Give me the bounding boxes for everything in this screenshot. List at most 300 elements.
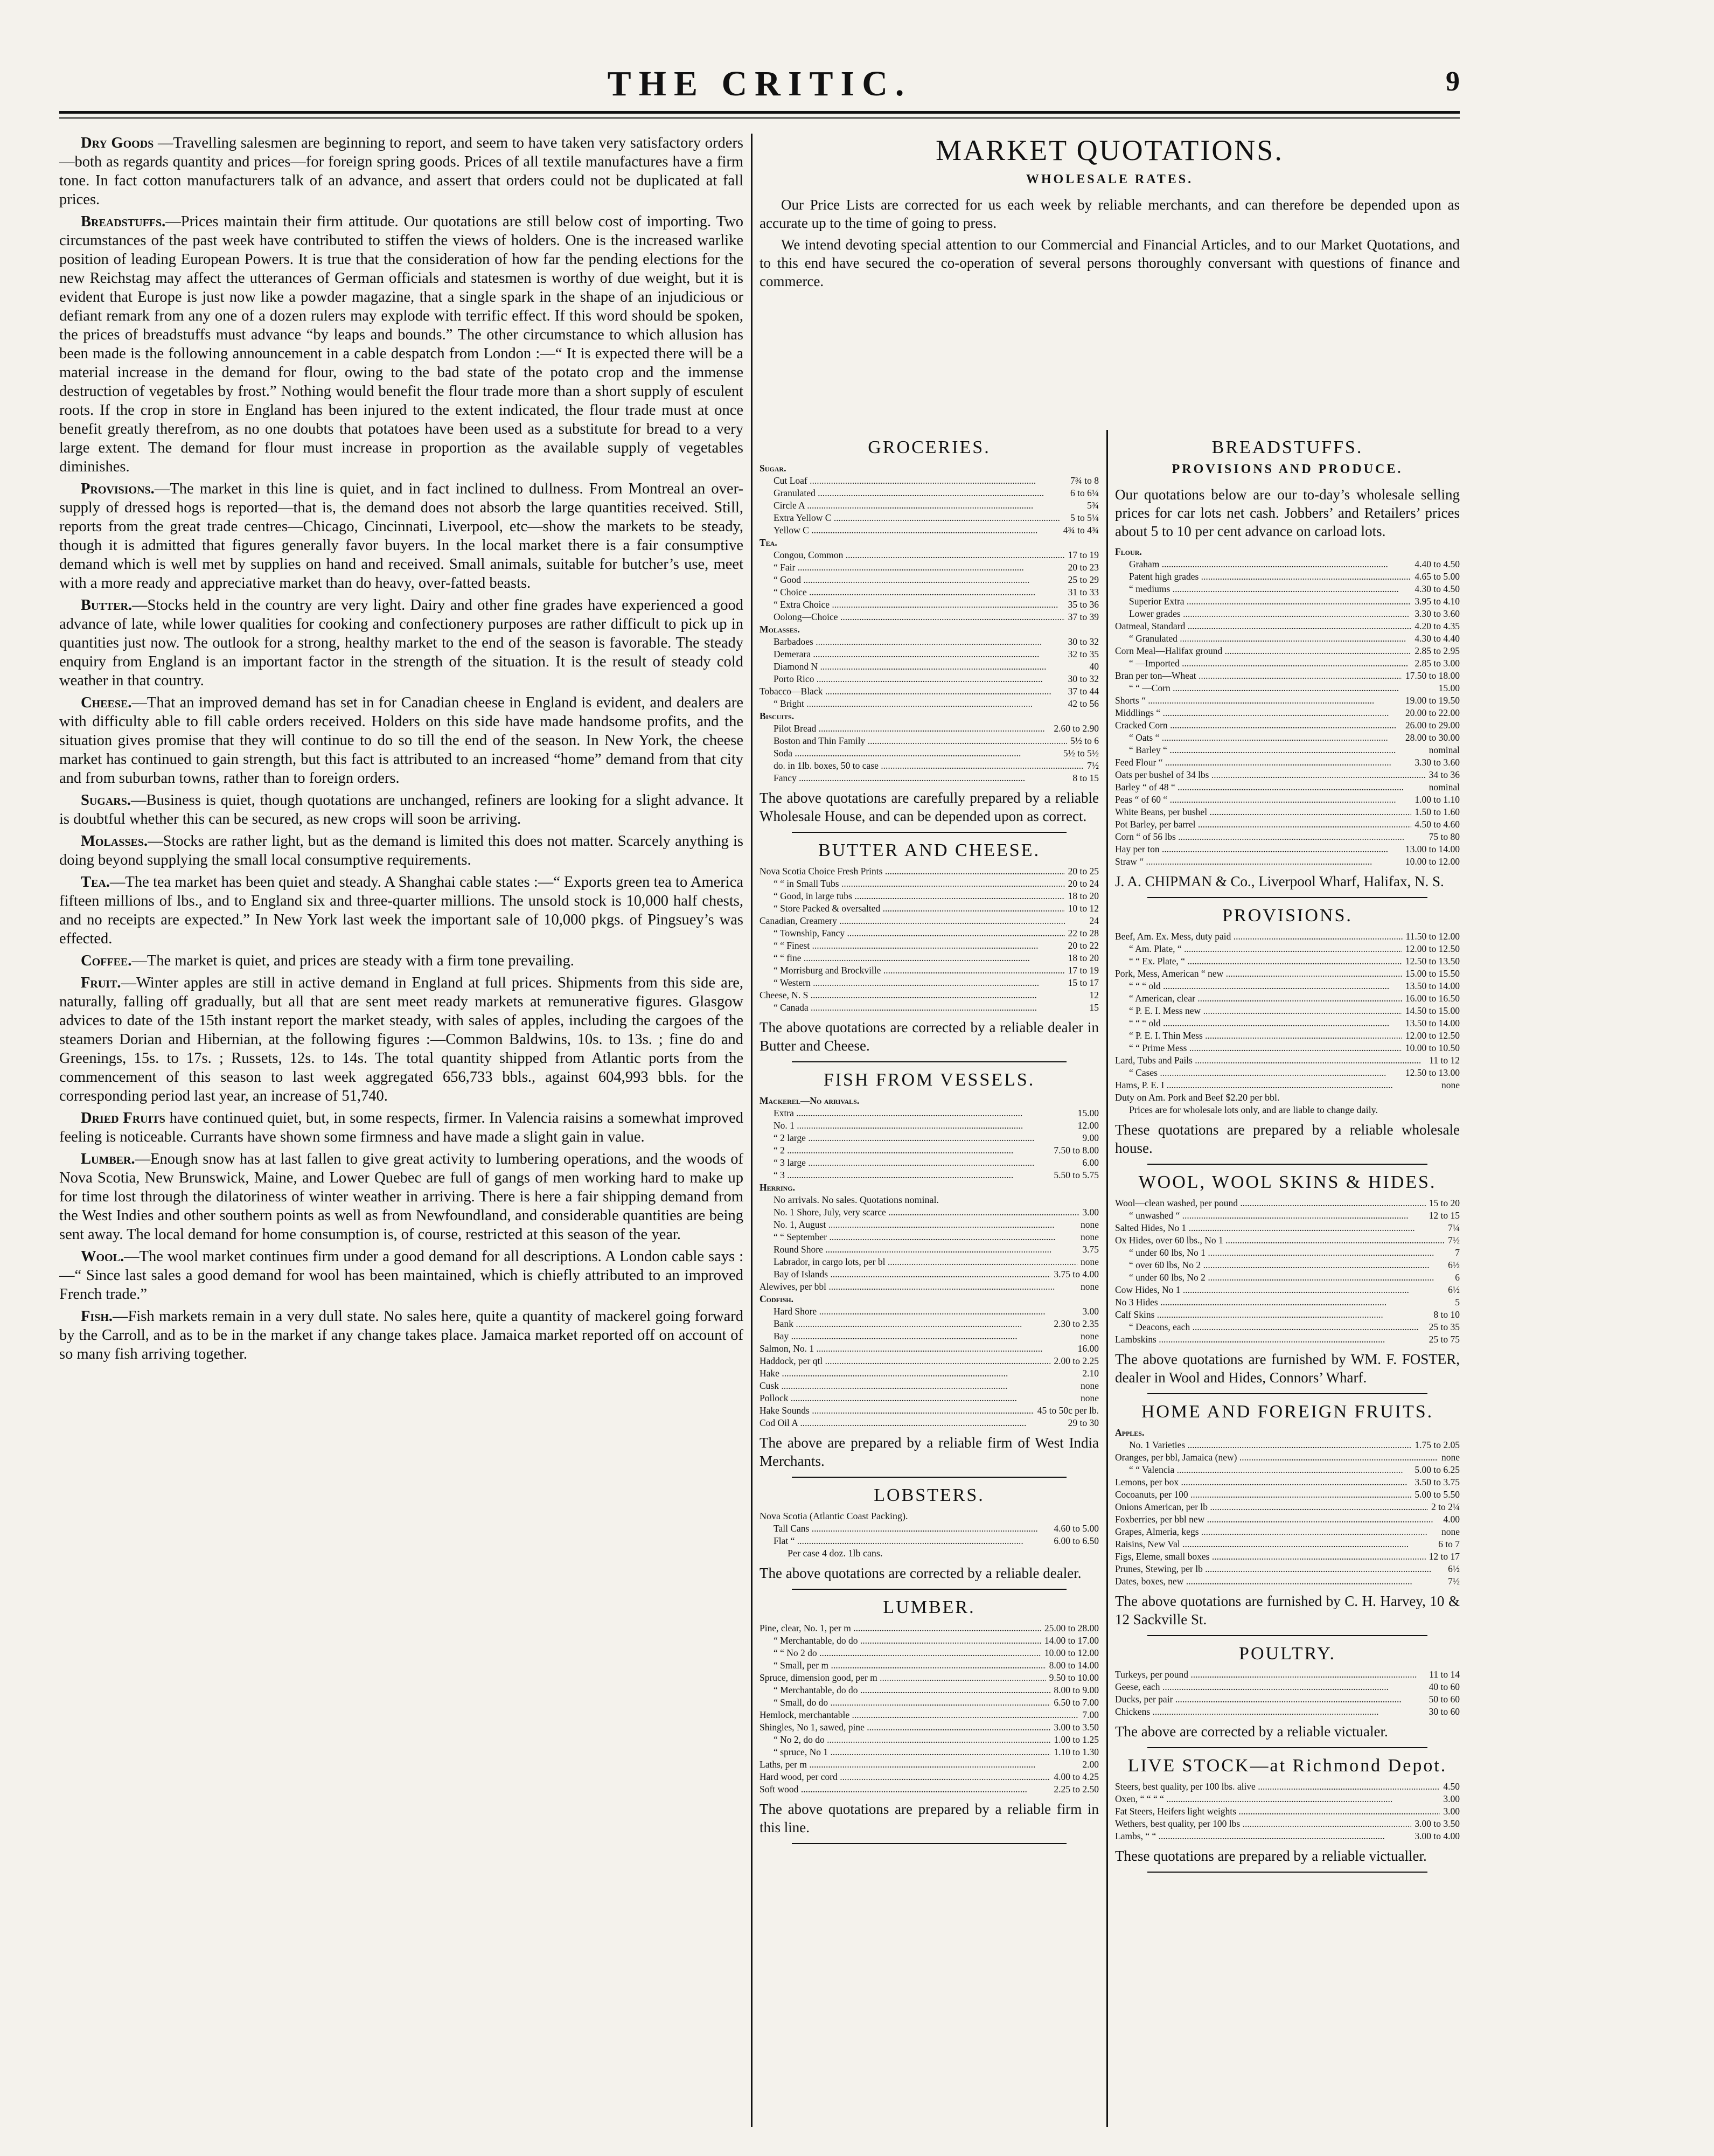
report-paragraph (59, 479, 743, 593)
paragraph-text: —That an improved demand has set in for Canadian cheese in England is evident, and dealers are with difficulty able to fill cable orders received. Holders on this side have made handsome profits, and the situation gives promise that they will continue to do so till the end of the season. In New York, the cheese market has continued to gain strength, but this fact is attributed to an increased “home” demand from that city and from suburban towns, rather than to foreign orders. (59, 694, 743, 787)
price-row (1115, 756, 1460, 769)
butter-section (760, 840, 1099, 1062)
item-price: 4.30 to 4.50 (1415, 583, 1460, 594)
price-row (1115, 1005, 1460, 1017)
column-divider (1106, 430, 1108, 2127)
price-row (1115, 1818, 1460, 1830)
item-label: Bank ..... (774, 1318, 1050, 1330)
report-paragraph (59, 212, 743, 476)
item-label: “ Oats “ ..... (1129, 732, 1402, 744)
paragraph-text: —Fish markets remain in a very dull state. No sales here, quite a quantity of mackerel going forward by the Carroll, and as to be in the market if any change takes place. Jamaica market reported off on account of so many fish arriving together. (59, 1308, 743, 1362)
item-label: “ Township, Fancy ..... (774, 927, 1065, 940)
item-price: 3.00 to 3.50 (1415, 1818, 1460, 1829)
item-price: 2.85 to 3.00 (1415, 658, 1460, 669)
paragraph-text: —Stocks are rather light, but as the demand is limited this does not matter. Scarcely anything is doing beyond supplying the small local consumptive requirements. (59, 833, 743, 868)
price-row (1115, 1830, 1460, 1842)
price-row (760, 586, 1099, 599)
poultry-title: POULTRY. (1239, 1644, 1336, 1664)
price-row (760, 1721, 1099, 1734)
price-row (760, 1367, 1099, 1380)
category-label: Molasses. (760, 624, 800, 635)
item-price: 30 to 60 (1429, 1706, 1460, 1717)
paragraph-text: —The market in this line is quiet, and in fact inclined to dullness. From Montreal an over-supply of dressed hogs is reported—that is, the demand does not absorb the large quantities received. Still, reports from the great trade centres—Chicago, Cincinnati, Liverpool, etc—show the markets to be steady, though it is admitted that figures generally favor buyers. In the local market there is a fair consumptive demand which is well met by supplies on hand and received. Small animals, suitable for butcher’s use, meet with a more ready and appreciative market than do heavy, over-fatted beasts. (59, 481, 743, 592)
item-label: Middlings “ ..... (1115, 707, 1402, 719)
item-price: 4.50 to 4.60 (1415, 819, 1460, 830)
item-price: 6½ (1448, 1260, 1460, 1270)
price-row (760, 1305, 1099, 1318)
item-label: Salmon, No. 1 ..... (760, 1343, 1075, 1355)
section-rule (792, 1843, 1067, 1844)
item-label: Yellow C ..... (774, 524, 1060, 537)
item-label: Extra Yellow C ..... (774, 512, 1067, 524)
price-row (1115, 843, 1460, 856)
item-label: “ Bright ..... (774, 698, 1065, 710)
item-price: 19.00 to 19.50 (1405, 695, 1460, 706)
section-rule (1147, 1747, 1427, 1748)
item-label: Nova Scotia Choice Fresh Prints ..... (760, 865, 1065, 878)
price-row (760, 1281, 1099, 1293)
item-label: Demerara ..... (774, 648, 1065, 660)
item-label: Superior Extra ..... (1129, 595, 1411, 608)
newspaper-page (59, 64, 1460, 2132)
fruits-title: HOME AND FOREIGN FRUITS. (1141, 1402, 1434, 1422)
price-row (760, 1771, 1099, 1783)
item-label: “ Merchantable, do do ..... (774, 1684, 1050, 1696)
price-row (760, 1002, 1099, 1014)
item-label: Lower grades ..... (1129, 608, 1411, 620)
item-price: 4.20 to 4.35 (1415, 621, 1460, 631)
price-row (760, 1144, 1099, 1157)
item-price: 6½ (1448, 1563, 1460, 1574)
price-row (1115, 670, 1460, 682)
groceries-title: GROCERIES. (868, 437, 991, 457)
item-price: 2.30 to 2.35 (1054, 1318, 1099, 1329)
category-label: Mackerel—No arrivals. (760, 1095, 860, 1106)
price-row (1115, 1805, 1460, 1818)
report-paragraph (59, 973, 743, 1105)
price-row (1115, 1781, 1460, 1793)
item-label: Canadian, Creamery ..... (760, 915, 1086, 927)
item-label: Shingles, No 1, sawed, pine ..... (760, 1721, 1050, 1734)
price-row (760, 611, 1099, 623)
price-row (1115, 620, 1460, 632)
price-row (1115, 1575, 1460, 1588)
item-label: Turkeys, per pound ..... (1115, 1668, 1426, 1681)
paragraph-keyword: Breadstuffs. (81, 213, 166, 230)
item-price: 6 to 6¼ (1070, 488, 1099, 498)
item-label: “ Good ..... (774, 574, 1065, 586)
item-label: Pot Barley, per barrel ..... (1115, 818, 1411, 831)
item-label: Lambskins ..... (1115, 1333, 1426, 1346)
price-row (760, 512, 1099, 524)
item-price: 15 to 17 (1068, 977, 1099, 988)
price-row (1115, 1309, 1460, 1321)
item-price: none (1080, 1219, 1099, 1230)
item-label: “ “ fine ..... (774, 952, 1065, 964)
butter-source-note: The above quotations are corrected by a reliable dealer in Butter and Cheese. (760, 1019, 1099, 1054)
price-row (760, 1268, 1099, 1281)
breadstuffs-title: BREADSTUFFS. (1211, 437, 1363, 457)
paragraph-text: —Business is quiet, though quotations are unchanged, refiners are looking for a slight advance. It is doubtful whether this can be secured, as new crops will soon be arriving. (59, 792, 743, 827)
item-price: 18 to 20 (1068, 952, 1099, 963)
item-label: “ 3 large ..... (774, 1157, 1079, 1169)
price-row (1115, 1513, 1460, 1526)
price-row (760, 1709, 1099, 1721)
price-row (1115, 968, 1460, 980)
price-row (760, 1330, 1099, 1343)
item-price: 3.00 (1443, 1793, 1460, 1804)
item-price: 24 (1089, 915, 1099, 926)
price-row (760, 865, 1099, 878)
item-label: Hemlock, merchantable ..... (760, 1709, 1079, 1721)
item-price: 15 (1089, 1002, 1099, 1013)
paragraph-keyword: Fish. (81, 1308, 113, 1325)
market-report-column (59, 134, 743, 1367)
item-price: 20 to 24 (1068, 878, 1099, 889)
wholesale-rates-subtitle: WHOLESALE RATES. (1026, 172, 1194, 186)
paragraph-text: —The wool market continues firm under a good demand for all descriptions. A London cable says :—“ Since last sales a good demand for wool has been maintained, which is chiefly attributed to an improved French trade.” (59, 1248, 743, 1303)
price-row (1115, 1681, 1460, 1693)
item-price: none (1080, 1380, 1099, 1391)
item-label: Tobacco—Black ..... (760, 685, 1065, 698)
item-price: 6 (1455, 1272, 1460, 1283)
price-row (760, 1783, 1099, 1796)
paragraph-keyword: Tea. (81, 874, 110, 891)
paragraph-keyword: Lumber. (81, 1151, 135, 1167)
price-row (1115, 1538, 1460, 1550)
price-row (760, 1355, 1099, 1367)
item-label: Steers, best quality, per 100 lbs. alive ..... (1115, 1781, 1440, 1793)
item-label: Circle A ..... (774, 499, 1084, 512)
report-paragraph (59, 873, 743, 948)
price-row (760, 1343, 1099, 1355)
item-label: Diamond N ..... (774, 660, 1086, 673)
price-row (760, 878, 1099, 890)
item-label: Oxen, “ “ “ “ ..... (1115, 1793, 1440, 1805)
item-label: “ spruce, No 1 ..... (774, 1746, 1050, 1758)
item-label: Wool—clean washed, per pound ..... (1115, 1197, 1426, 1209)
item-price: 4.40 to 4.50 (1415, 559, 1460, 569)
price-row (1115, 1067, 1460, 1079)
price-row (1115, 744, 1460, 756)
item-label: “ “ “ old ..... (1129, 980, 1402, 992)
item-price: 2 to 2¼ (1431, 1501, 1460, 1512)
item-label: “ Morrisburg and Brockville ..... (774, 964, 1065, 977)
paragraph-text: —Enough snow has at last fallen to give great activity to lumbering operations, and the woods of Nova Scotia, New Brunswick, Maine, and Lower Quebec are full of gangs of men working hard to make up for time lost through the dilatoriness of winter weather in arriving. There is here a fair shipping demand from the West Indies and other southern points as well as from Newfoundland, and considerable quantities are being sent away. The local demand for home consumption is, of course, restricted at this season of the year. (59, 1151, 743, 1243)
category-label: Codfish. (760, 1293, 794, 1304)
price-row (1115, 1464, 1460, 1476)
item-price: 17 to 19 (1068, 550, 1099, 560)
price-row (1115, 1526, 1460, 1538)
item-label: “ 2 ..... (774, 1144, 1050, 1157)
item-price: 20 to 22 (1068, 940, 1099, 951)
price-row (1115, 571, 1460, 583)
item-label: Pilot Bread ..... (774, 722, 1050, 735)
price-row (1115, 558, 1460, 571)
item-label: Cocoanuts, per 100 ..... (1115, 1489, 1411, 1501)
item-price: 2.60 to 2.90 (1054, 723, 1099, 734)
item-label: Oats per bushel of 34 lbs ..... (1115, 769, 1426, 781)
price-row (1115, 1476, 1460, 1489)
item-price: 15 to 20 (1429, 1198, 1460, 1208)
intro-paragraph: Our Price Lists are corrected for us each week by reliable merchants, and can therefore be depended upon as accurate up to the time of going to press. (760, 197, 1460, 231)
item-price: 7¾ to 8 (1070, 475, 1099, 486)
item-price: 20.00 to 22.00 (1405, 707, 1460, 718)
item-label: Barley “ of 48 “ ..... (1115, 781, 1426, 794)
item-label: No. 1, August ..... (774, 1219, 1077, 1231)
item-price: 3.00 (1082, 1207, 1099, 1218)
price-row (1115, 1017, 1460, 1030)
item-price: 30 to 32 (1068, 636, 1099, 647)
provisions-source-note: These quotations are prepared by a reliable wholesale house. (1115, 1122, 1460, 1156)
report-paragraph (59, 1150, 743, 1244)
price-row (760, 1635, 1099, 1647)
price-row (760, 1672, 1099, 1684)
price-row (1115, 831, 1460, 843)
price-row (760, 735, 1099, 747)
item-price: 10.00 to 12.00 (1405, 856, 1460, 867)
item-price: 25 to 35 (1429, 1322, 1460, 1332)
item-price: 3.50 to 3.75 (1415, 1477, 1460, 1487)
item-price: 12 to 17 (1429, 1551, 1460, 1562)
item-price: 7½ (1087, 760, 1099, 771)
item-price: 1.00 to 1.25 (1054, 1734, 1099, 1745)
price-row (760, 1169, 1099, 1181)
item-price: 15.00 (1438, 683, 1460, 693)
item-label: Congou, Common ..... (774, 549, 1065, 561)
price-row (760, 977, 1099, 989)
price-row (1115, 1284, 1460, 1296)
fruits-section (1115, 1402, 1460, 1636)
item-price: 12.50 to 13.00 (1405, 1067, 1460, 1078)
poultry-section (1115, 1644, 1460, 1748)
price-row (760, 915, 1099, 927)
paragraph-keyword: Coffee. (81, 952, 132, 969)
item-label: “ Store Packed & oversalted ..... (774, 902, 1065, 915)
item-label: Lard, Tubs and Pails ..... (1115, 1054, 1426, 1067)
price-row (760, 989, 1099, 1002)
item-label: Raisins, New Val ..... (1115, 1538, 1435, 1550)
item-price: nominal (1429, 745, 1460, 755)
item-label: “ P. E. I. Thin Mess ..... (1129, 1030, 1402, 1042)
item-label: Feed Flour “ ..... (1115, 756, 1411, 769)
note-line: Per case 4 doz. 1lb cans. (788, 1548, 883, 1559)
price-row (1115, 1197, 1460, 1209)
item-label: Cod Oil A ..... (760, 1417, 1065, 1429)
item-label: “ 3 ..... (774, 1169, 1050, 1181)
item-label: “ “ —Corn ..... (1129, 682, 1436, 694)
item-price: 1.10 to 1.30 (1054, 1747, 1099, 1757)
item-label: Fancy ..... (774, 772, 1069, 784)
price-row (1115, 1693, 1460, 1706)
price-row (760, 648, 1099, 660)
item-label: Cheese, N. S ..... (760, 989, 1086, 1002)
market-quotations-title: MARKET QUOTATIONS. (936, 134, 1284, 166)
paragraph-keyword: Fruit. (81, 975, 121, 991)
section-rule (1147, 1635, 1427, 1636)
fish-section (760, 1070, 1099, 1478)
item-price: none (1441, 1080, 1460, 1090)
price-row (760, 1132, 1099, 1144)
item-price: 5.00 to 6.25 (1415, 1464, 1460, 1475)
item-label: “ Fair ..... (774, 561, 1065, 574)
item-label: Soda ..... (774, 747, 1060, 760)
price-row (1115, 1501, 1460, 1513)
item-label: Tall Cans ..... (774, 1522, 1050, 1535)
item-price: 42 to 56 (1068, 698, 1099, 709)
fish-source-note: The above are prepared by a reliable firm of West India Merchants. (760, 1435, 1099, 1469)
paragraph-text: —Winter apples are still in active demand in England at full prices. Shipments from this side are, naturally, falling off gradually, but all that are sent meet ready markets at remunerative figures. Glasgow advices to date of the 15th instant report the market steady, with sales of apples, including the cargoes of the steamers Dorian and Hibernian, at the following figures :—Common Baldwins, 10s. to 13s. ; fine do and Greenings, 15s. to 17s. ; Russets, 12s. to 14s. The total quantity shipped from Atlantic ports from the commencement of this season to last week aggregated 656,733 bbls., against 604,993 bbls. for the corresponding period last year, an increase of 51,740. (59, 975, 743, 1104)
livestock-section (1115, 1756, 1460, 1873)
item-label: Grapes, Almeria, kegs ..... (1115, 1526, 1438, 1538)
item-price: 3.30 to 3.60 (1415, 608, 1460, 619)
wool-source-note: The above quotations are furnished by WM. F. FOSTER, dealer in Wool and Hides, Connors’ Wharf. (1115, 1351, 1460, 1386)
item-label: Shorts “ ..... (1115, 694, 1402, 707)
price-row (1115, 1489, 1460, 1501)
item-price: none (1080, 1256, 1099, 1267)
price-row (1115, 1259, 1460, 1271)
paragraph-keyword: Sugars. (81, 792, 131, 809)
price-row (760, 1231, 1099, 1243)
item-label: White Beans, per bushel ..... (1115, 806, 1411, 818)
item-label: Figs, Eleme, small boxes ..... (1115, 1550, 1426, 1563)
price-row (760, 685, 1099, 698)
item-price: 40 (1089, 661, 1099, 672)
item-price: 40 to 60 (1429, 1681, 1460, 1692)
breadstuffs-section (1115, 437, 1460, 898)
price-row (760, 673, 1099, 685)
butter-title: BUTTER AND CHEESE. (818, 840, 1040, 860)
provisions-title: PROVISIONS. (1222, 906, 1353, 926)
item-price: 2.10 (1082, 1368, 1099, 1379)
lumber-title: LUMBER. (883, 1597, 976, 1617)
item-price: 5¾ (1087, 500, 1099, 511)
lumber-source-note: The above quotations are prepared by a reliable firm in this line. (760, 1801, 1099, 1835)
section-rule (1147, 1393, 1427, 1394)
item-label: Wethers, best quality, per 100 lbs ..... (1115, 1818, 1411, 1830)
item-label: Pork, Mess, American “ new ..... (1115, 968, 1402, 980)
price-row (760, 747, 1099, 760)
paragraph-text: —Stocks held in the country are very light. Dairy and other fine grades have experienced a good advance of late, while lower qualities for cooking and confectionery purposes are rather difficult to pick up in quantities just now. The outlook for a strong, healthy market to the end of the season is favorable. The steady enquiry from England is an important factor in the strength of the situation. It is the result of steady cold weather in that country. (59, 597, 743, 689)
price-row (760, 698, 1099, 710)
section-rule (792, 1477, 1067, 1478)
price-row (760, 940, 1099, 952)
price-row (1115, 781, 1460, 794)
item-price: 20 to 23 (1068, 562, 1099, 573)
price-row (760, 1734, 1099, 1746)
item-label: Flat “ ..... (774, 1535, 1050, 1547)
price-row (760, 927, 1099, 940)
page-title: THE CRITIC. (607, 64, 912, 103)
section-rule (1147, 1164, 1427, 1165)
price-row (760, 475, 1099, 487)
item-price: 12 to 15 (1429, 1210, 1460, 1221)
item-price: 6 to 7 (1438, 1539, 1460, 1549)
paragraph-text: have continued quiet, but, in some respects, firmer. In Valencia raisins a somewhat improved feeling is noticeable. Currants have shown some firmness and have made a slight gain in value. (59, 1110, 743, 1145)
item-price: 1.50 to 1.60 (1415, 806, 1460, 817)
price-row (760, 660, 1099, 673)
item-label: Beef, Am. Ex. Mess, duty paid ..... (1115, 930, 1403, 943)
paragraph-keyword: Dried Fruits (81, 1110, 165, 1126)
item-price: 16.00 (1077, 1343, 1099, 1354)
item-label: “ —Imported ..... (1129, 657, 1411, 670)
item-price: 75 to 80 (1429, 831, 1460, 842)
item-price: 3.00 to 3.50 (1054, 1722, 1099, 1733)
note-line: Nova Scotia (Atlantic Coast Packing). (760, 1511, 908, 1521)
item-price: none (1441, 1452, 1460, 1463)
price-row (760, 499, 1099, 512)
paragraph-keyword: Provisions. (81, 481, 155, 497)
report-paragraph (59, 693, 743, 788)
item-price: 37 to 39 (1068, 611, 1099, 622)
item-price: 15.00 (1077, 1108, 1099, 1118)
item-label: “ mediums ..... (1129, 583, 1411, 595)
market-quotations-header (760, 134, 1460, 294)
price-row (760, 1647, 1099, 1659)
price-row (760, 487, 1099, 499)
item-price: 1.00 to 1.10 (1415, 794, 1460, 805)
wool-section (1115, 1172, 1460, 1394)
note-line: No arrivals. No sales. Quotations nominal. (774, 1194, 939, 1205)
price-row (1115, 1451, 1460, 1464)
item-price: 7½ (1448, 1576, 1460, 1587)
item-price: 14.50 to 15.00 (1405, 1005, 1460, 1016)
item-price: 5 (1455, 1297, 1460, 1307)
item-price: 17.50 to 18.00 (1405, 670, 1460, 681)
item-label: Hake Sounds ..... (760, 1404, 1034, 1417)
report-paragraph (59, 134, 743, 209)
item-price: 3.00 (1082, 1306, 1099, 1317)
item-price: 5 to 5¼ (1070, 512, 1099, 523)
section-rule (1147, 1872, 1427, 1873)
groceries-section (760, 437, 1099, 833)
price-row (1115, 992, 1460, 1005)
item-label: Onions American, per lb ..... (1115, 1501, 1428, 1513)
category-label: Apples. (1115, 1427, 1145, 1438)
report-paragraph (59, 1247, 743, 1304)
item-label: Cracked Corn ..... (1115, 719, 1402, 732)
item-price: 7½ (1448, 1235, 1460, 1246)
livestock-source-note: These quotations are prepared by a reliable victualler. (1115, 1848, 1427, 1864)
item-price: 11 to 12 (1429, 1055, 1460, 1066)
quotations-middle-column (760, 430, 1099, 1851)
item-label: “ under 60 lbs, No 2 ..... (1129, 1271, 1452, 1284)
intro-paragraph: We intend devoting special attention to our Commercial and Financial Articles, and to our Market Quotations, and to this end have secured the co-operation of several persons thoroughly conversant with questions of finance and commerce. (760, 237, 1460, 289)
item-label: Porto Rico ..... (774, 673, 1065, 685)
item-label: No. 1 ..... (774, 1119, 1075, 1132)
price-row (760, 1392, 1099, 1404)
item-label: Fat Steers, Heifers light weights ..... (1115, 1805, 1440, 1818)
item-price: 12.00 to 12.50 (1405, 1030, 1460, 1041)
item-label: “ “ in Small Tubs ..... (774, 878, 1065, 890)
item-price: 8 to 10 (1433, 1309, 1460, 1320)
paragraph-keyword: Butter. (81, 597, 133, 614)
item-label: “ “ No 2 do ..... (774, 1647, 1041, 1659)
item-price: none (1080, 1331, 1099, 1341)
item-price: 28.00 to 30.00 (1405, 732, 1460, 743)
item-label: Haddock, per qtl ..... (760, 1355, 1050, 1367)
price-row (1115, 1234, 1460, 1247)
item-label: Calf Skins ..... (1115, 1309, 1430, 1321)
price-row (760, 561, 1099, 574)
item-label: Bay of Islands ..... (774, 1268, 1050, 1281)
price-row (760, 1404, 1099, 1417)
item-label: “ “ “ old ..... (1129, 1017, 1402, 1030)
item-price: 37 to 44 (1068, 686, 1099, 697)
lumber-section (760, 1597, 1099, 1844)
report-paragraph (59, 951, 743, 970)
price-row (760, 1622, 1099, 1635)
